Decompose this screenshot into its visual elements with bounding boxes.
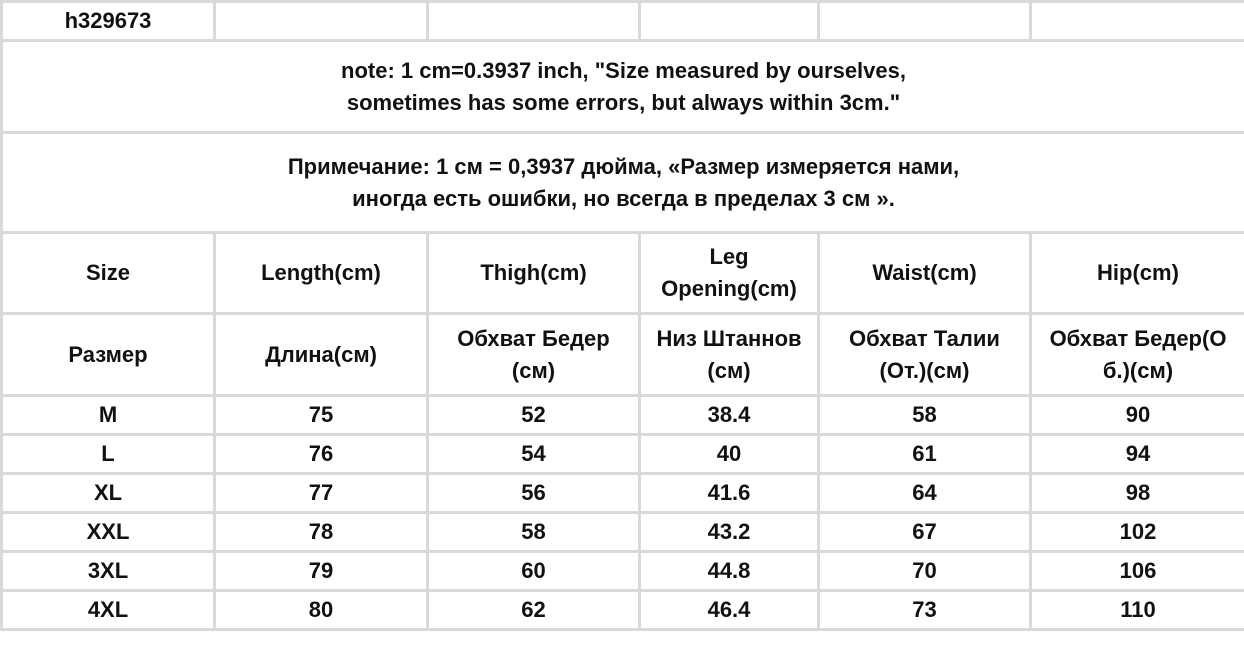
size-cell: XXL [2,513,215,552]
header-leg-opening-ru [640,314,819,396]
hip-cell: 102 [1031,513,1244,552]
header-waist-ru-line-2: (От.)(см) [879,357,970,383]
table-row [2,435,1244,474]
note-english [2,41,1244,133]
hip-cell: 90 [1031,396,1244,435]
waist-cell: 64 [819,474,1031,513]
note-english-line-1: note: 1 cm=0.3937 inch, "Size measured by ourselves, [341,57,906,83]
table-row [2,513,1244,552]
header-waist-ru [819,314,1031,396]
waist-cell: 67 [819,513,1031,552]
length-cell: 76 [215,435,428,474]
table-row [2,591,1244,630]
thigh-cell: 52 [428,396,640,435]
length-cell: 77 [215,474,428,513]
header-waist: Waist(cm) [819,233,1031,314]
thigh-cell: 56 [428,474,640,513]
header-leg-opening-line-2: Opening(cm) [661,276,797,301]
header-leg-opening-line-1: Leg [709,244,749,269]
product-code-row [2,2,1244,41]
waist-cell: 61 [819,435,1031,474]
header-thigh-ru-line-1: Обхват Бедер [457,325,610,351]
hip-cell: 110 [1031,591,1244,630]
thigh-cell: 60 [428,552,640,591]
header-thigh: Thigh(cm) [428,233,640,314]
header-leg-opening-ru-line-2: (см) [707,357,751,383]
thigh-cell: 62 [428,591,640,630]
header-leg-opening-ru-line-1: Низ Штаннов [656,325,802,351]
product-code: h329673 [2,2,215,41]
length-cell: 78 [215,513,428,552]
leg-opening-cell: 38.4 [640,396,819,435]
note-russian [2,133,1244,233]
table-row [2,474,1244,513]
hip-cell: 94 [1031,435,1244,474]
leg-opening-cell: 43.2 [640,513,819,552]
leg-opening-cell: 46.4 [640,591,819,630]
hip-cell: 98 [1031,474,1244,513]
empty-cell [1031,2,1244,41]
note-russian-line-1: Примечание: 1 см = 0,3937 дюйма, «Размер измеряется нами, [287,153,960,179]
table-row [2,396,1244,435]
note-russian-line-2: иногда есть ошибки, но всегда в пределах 3 см ». [352,185,895,211]
empty-cell [640,2,819,41]
header-russian-row [2,314,1244,396]
leg-opening-cell: 44.8 [640,552,819,591]
size-cell: 3XL [2,552,215,591]
header-thigh-ru-line-2: (см) [511,357,556,383]
waist-cell: 58 [819,396,1031,435]
thigh-cell: 58 [428,513,640,552]
size-cell: 4XL [2,591,215,630]
empty-cell [819,2,1031,41]
header-hip: Hip(cm) [1031,233,1244,314]
size-cell: XL [2,474,215,513]
length-cell: 80 [215,591,428,630]
length-cell: 75 [215,396,428,435]
note-russian-row [2,133,1244,233]
table-row [2,552,1244,591]
waist-cell: 73 [819,591,1031,630]
header-english-row [2,233,1244,314]
header-hip-ru [1031,314,1244,396]
header-length-ru: Длина(см) [215,314,428,396]
empty-cell [428,2,640,41]
leg-opening-cell: 40 [640,435,819,474]
header-size: Size [2,233,215,314]
length-cell: 79 [215,552,428,591]
note-english-line-2: sometimes has some errors, but always within 3cm." [346,89,901,115]
header-thigh-ru [428,314,640,396]
header-hip-ru-line-1: Обхват Бедер(О [1049,325,1227,351]
header-leg-opening [640,233,819,314]
header-length: Length(cm) [215,233,428,314]
header-waist-ru-line-1: Обхват Талии [849,325,1000,351]
waist-cell: 70 [819,552,1031,591]
empty-cell [215,2,428,41]
header-hip-ru-line-2: б.)(см) [1102,357,1174,383]
hip-cell: 106 [1031,552,1244,591]
size-cell: L [2,435,215,474]
thigh-cell: 54 [428,435,640,474]
size-cell: M [2,396,215,435]
leg-opening-cell: 41.6 [640,474,819,513]
note-english-row [2,41,1244,133]
header-size-ru: Размер [2,314,215,396]
